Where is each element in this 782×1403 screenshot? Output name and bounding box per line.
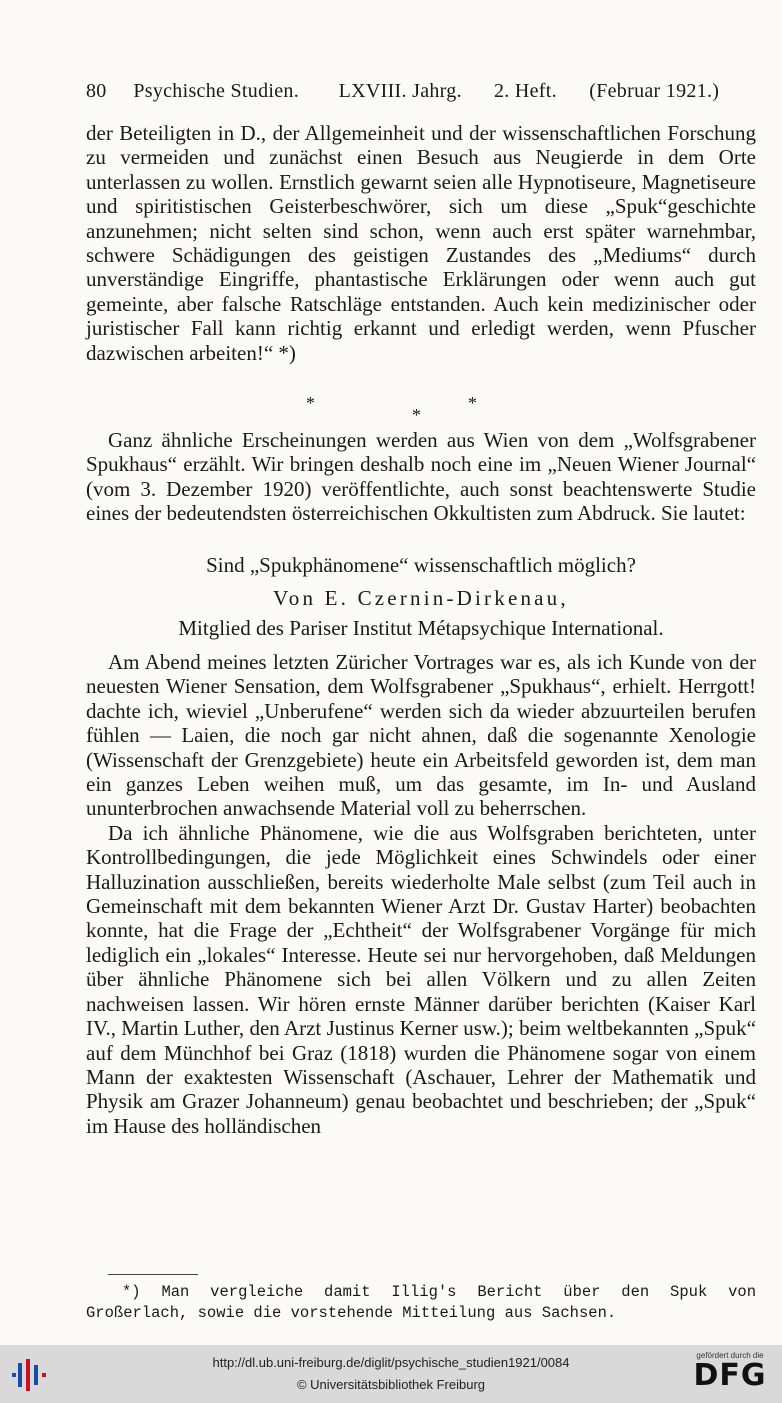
article-body xyxy=(86,650,756,1138)
dfg-funding-note: gefördert durch die xyxy=(696,1351,764,1360)
separator-star: * xyxy=(306,393,315,413)
dfg-wordmark: DFG xyxy=(693,1358,767,1393)
author-affiliation: Mitglied des Pariser Institut Métapsychique International. xyxy=(178,616,664,640)
article-author: Von E. Czernin-Dirkenau, xyxy=(273,586,569,610)
running-header xyxy=(86,80,720,103)
paragraph-text: Ganz ähnliche Erscheinungen werden aus Wien von dem „Wolfsgrabener Spukhaus“ erzählt. Wir bringen deshalb noch eine im „Neuen Wiener Journal“ (vom 3. Dezember 1920) veröffentlichte, auch sonst beachtenswerte Studie eines der bedeutendsten österreichischen Okkultisten zum Abdruck. Sie lautet: xyxy=(86,428,756,526)
copyright-notice: © Universitätsbibliothek Freiburg xyxy=(296,1377,486,1392)
footnote xyxy=(86,1282,756,1324)
source-url[interactable]: http://dl.ub.uni-freiburg.de/diglit/psychische_studien1921/0084 xyxy=(212,1355,570,1370)
issue-date: (Februar 1921.) xyxy=(589,80,720,102)
paragraph-intro xyxy=(86,428,756,526)
volume-label: LXVIII. Jahrg. xyxy=(338,80,462,102)
footnote-text: *) Man vergleiche damit Illig's Bericht über den Spuk von Großerlach, sowie die vorstehende Mitteilung aus Sachsen. xyxy=(86,1283,756,1322)
page-number: 80 xyxy=(86,80,107,102)
dfg-logo xyxy=(690,1351,770,1399)
separator-star: * xyxy=(468,393,477,413)
paragraph-text: der Beteiligten in D., der Allgemeinheit und der wissenschaftlichen Forschung zu vermeiden und zunächst einen Besuch aus Neugierde in dem Orte unterlassen zu wollen. Ernstlich gewarnt seien alle Hypnotiseure, Magnetiseure und spiritistischen Geisterbeschwörer, sich um diese „Spuk“geschichte anzunehmen; nicht selten sind schon, wenn auch erst später warnehmbar, schwere Schädigungen des geistigen Zustandes des „Mediums“ durch unverständige Eingriffe, phantastische Erklärungen oder wenn auch gut gemeinte, aber falsche Ratschläge entstanden. Auch kein medizinischer oder juristischer Fall kann richtig erkannt und erledigt werden, wenn Pfuscher dazwischen arbeiten!“ *) xyxy=(86,121,756,365)
repository-footer xyxy=(0,1345,782,1403)
issue-label: 2. Heft. xyxy=(493,80,557,102)
footnote-rule xyxy=(108,1274,198,1275)
paragraph-text: Am Abend meines letzten Züricher Vortrages war es, als ich Kunde von der neuesten Wiener Sensation, dem Wolfsgrabener „Spukhaus“, erhielt. Herrgott! dachte ich, wieviel „Unberufene“ werden sich da wieder abzuurteilen berufen fühlen — Laien, die noch gar nicht ahnen, daß die sogenannte Xenologie (Wissenschaft der Grenzgebiete) heute ein Arbeitsfeld geworden ist, dem man ein ganzes Leben weihen muß, um das gesamte, im In- und Ausland ununterbrochen anwachsende Material voll zu beherrschen. xyxy=(86,650,756,821)
separator-star: * xyxy=(412,405,421,425)
paragraph-continued xyxy=(86,121,756,365)
paragraph-text: Da ich ähnliche Phänomene, wie die aus Wolfsgraben berichteten, unter Kontrollbedingungen, die jede Möglichkeit eines Schwindels oder einer Halluzination ausschließen, bereits wiederholte Male selbst (zum Teil auch in Gemeinschaft mit dem bekannten Wiener Arzt Dr. Gustav Harter) beobachten konnte, hat die Frage der „Echtheit“ der Wolfsgrabener Vorgänge für mich lediglich ein „lokales“ Interesse. Heute sei nur hervorgehoben, daß Meldungen über ähnliche Phänomene sich bei allen Völkern und zu allen Zeiten nachweisen lassen. Wir hören ernste Männer darüber berichten (Kaiser Karl IV., Martin Luther, den Arzt Justinus Kerner usw.); beim weltbekannten „Spuk“ auf dem Münchhof bei Graz (1818) wurden die Phänomene sogar von einem Mann der exaktesten Wissenschaft (Aschauer, Lehrer der Mathematik und Physik am Grazer Johanneum) genau beobachtet und beschrieben; der „Spuk“ im Hause des holländischen xyxy=(86,820,756,1138)
section-separator xyxy=(86,393,756,427)
article-title: Sind „Spukphänomene“ wissenschaftlich möglich? xyxy=(206,553,636,577)
journal-title: Psychische Studien. xyxy=(133,80,300,102)
